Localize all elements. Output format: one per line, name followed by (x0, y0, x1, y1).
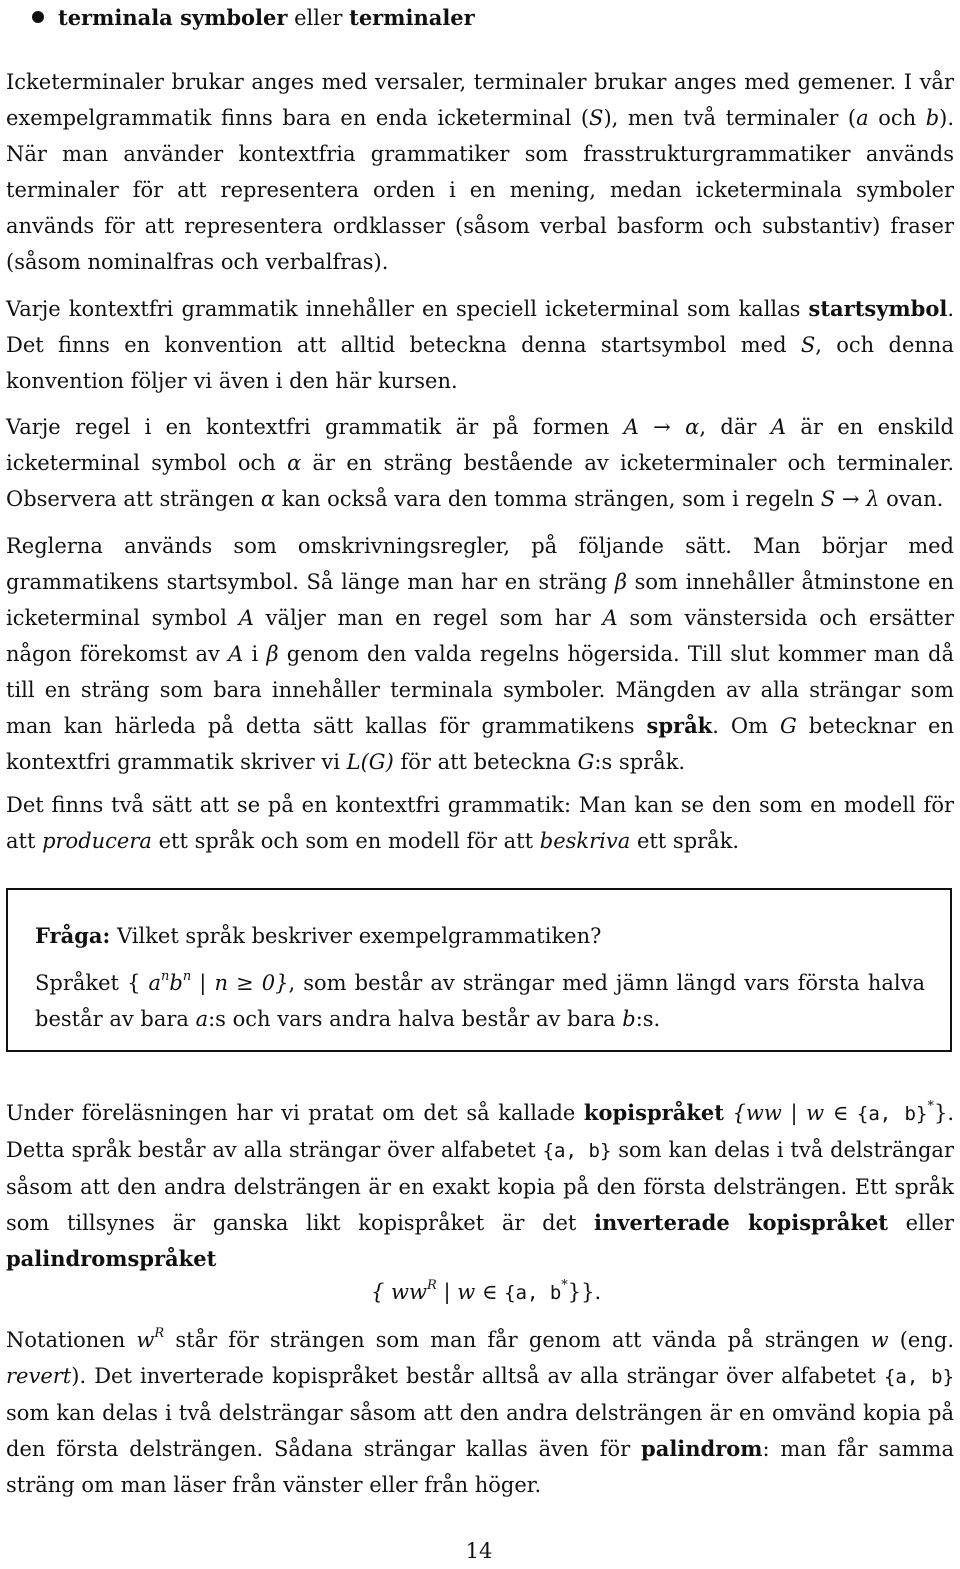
text: eller (287, 6, 350, 30)
math: β (614, 570, 627, 594)
text: . Detta språk består av alla strängar över alfabetet (6, 1101, 954, 1162)
math-superscript: n (182, 969, 192, 984)
math: w (136, 1328, 155, 1352)
emphasis: revert (6, 1364, 72, 1388)
math: A (238, 606, 254, 630)
bold-term: språk (646, 713, 713, 738)
text: ett språk. (630, 829, 740, 853)
math-alphabet: {a, b (504, 1282, 562, 1304)
text: . Det finns en konvention att alltid beteckna denna startsymbol med (6, 297, 954, 357)
math: a (195, 1007, 209, 1031)
math: b (622, 1007, 636, 1031)
text: i (243, 642, 267, 666)
math: { (127, 971, 149, 995)
text: eller (888, 1211, 955, 1235)
math: A (770, 415, 786, 439)
bold-term: palindrom (641, 1436, 763, 1461)
bullet-dot (32, 11, 44, 23)
question-text: Vilket språk beskriver exempelgrammatiken? (110, 924, 602, 948)
emphasis: beskriva (539, 829, 631, 853)
paragraph-terminals (6, 64, 954, 280)
text: Reglerna används som omskrivningsregler, på följande sätt. Man börjar med grammatikens startsymbol. Så länge man har en sträng (6, 534, 954, 594)
text: ovan. (879, 487, 944, 511)
math: { ww (371, 1280, 427, 1304)
bold-term: inverterade kopispråket (594, 1210, 889, 1235)
text: Icketerminaler brukar anges med versaler, terminaler brukar anges med gemener. I vår exempelgrammatik finns bara en enda icketerminal ( (6, 70, 954, 130)
text: som kan delas i två delsträngar såsom att den andra delsträngen är en omvänd kopia på den första delsträngen. Sådana strängar kallas även för (6, 1401, 954, 1461)
text: Notationen (6, 1328, 137, 1352)
math: α (287, 451, 302, 475)
text: (eng. (888, 1328, 954, 1352)
text: ett språk och som en modell för att (151, 829, 540, 853)
math: A → α (623, 415, 700, 439)
math: w (870, 1328, 889, 1352)
math: a (148, 971, 162, 995)
text: : man får samma sträng om man läser från vänster eller från höger. (6, 1437, 954, 1497)
math: G (780, 714, 797, 738)
math-superscript: * (561, 1278, 568, 1293)
math-alphabet: {a, b} (542, 1140, 612, 1162)
question-label: Fråga: (35, 923, 111, 948)
math: a (856, 106, 869, 130)
math: b (925, 106, 940, 130)
text: , som består av strängar med jämn längd vars första halva består av bara (35, 971, 925, 1031)
bold-term: kopispråket (583, 1100, 724, 1125)
math: S → λ (820, 487, 880, 511)
paragraph-palindrome (6, 1322, 954, 1503)
text: kan också vara den tomma strängen, som i regeln (275, 487, 821, 511)
math-superscript: n (161, 969, 170, 984)
math-superscript: R (154, 1326, 165, 1341)
text: Varje regel i en kontextfri grammatik är på formen (6, 415, 624, 439)
text: är en enskild icketerminal symbol och (6, 415, 954, 475)
text: står för strängen som man får genom att vända på strängen (164, 1328, 871, 1352)
text: :s språk. (594, 750, 686, 774)
math: S (589, 106, 604, 130)
math: {ww | w ∈ (723, 1101, 857, 1125)
emphasis: producera (42, 829, 152, 853)
text: , och denna konvention följer vi även i den här kursen. (6, 333, 954, 393)
bold-term: startsymbol (808, 296, 948, 321)
math-alphabet: {a, b} (856, 1103, 928, 1125)
text: är en sträng bestående av icketerminaler och terminaler. Observera att strängen (6, 451, 955, 511)
math: S (800, 333, 816, 357)
math: L(G) (346, 750, 394, 774)
text: Under föreläsningen har vi pratat om det så kallade (6, 1101, 584, 1125)
text: väljer man en regel som har (253, 606, 603, 630)
paragraph-startsymbol (6, 291, 954, 399)
math: β (266, 642, 279, 666)
question-box (6, 888, 952, 1052)
text: som vänstersida och ersätter någon förekomst av (6, 606, 955, 666)
math: | w ∈ (436, 1280, 505, 1304)
text: betecknar en kontextfri grammatik skriver vi (6, 714, 954, 774)
math-superscript: R (427, 1278, 437, 1293)
text: , där (699, 415, 771, 439)
paragraph-copy-language (6, 1095, 954, 1277)
math: | n ≥ 0} (191, 971, 289, 995)
math: } (933, 1101, 948, 1125)
answer (35, 965, 925, 1037)
text: :s och vars andra halva består av bara (208, 1007, 623, 1031)
paragraph-rewriting (6, 528, 954, 780)
text: :s. (635, 1007, 661, 1031)
bullet-item (32, 0, 932, 36)
paragraph-rules (6, 409, 954, 517)
math: α (260, 487, 276, 511)
bold-term: terminaler (349, 5, 475, 30)
question (35, 918, 601, 954)
text: som kan delas i två delsträngar såsom att den andra delsträngen är en exakt kopia på den första delsträngen. Ett språk som tillsynes är ganska likt kopispråket är det (6, 1138, 954, 1235)
math: G (577, 750, 595, 774)
text: ), men två terminaler ( (603, 106, 857, 130)
text: genom den valda regelns högersida. Till slut kommer man då till en sträng som bara innehåller terminala symboler. Mängden av alla strängar som man kan härleda på detta sätt kallas för grammatikens (6, 642, 954, 738)
text: Varje kontextfri grammatik innehåller en speciell icketerminal som kallas (6, 297, 809, 321)
bold-term: palindromspråket (6, 1246, 217, 1271)
text: . Om (712, 714, 780, 738)
text: ). Det inverterade kopispråket består alltså av alla strängar över alfabetet (71, 1364, 884, 1388)
text: ). När man använder kontextfria grammatiker som frasstrukturgrammatiker används terminaler för att representera orden i en mening, medan icketerminala symboler används för att representera ordklasser (såsom verbal basform och substantiv) fraser (såsom nominalfras och verbalfras). (6, 106, 955, 274)
text: Språket (35, 971, 128, 995)
math: A (602, 606, 618, 630)
display-formula (371, 1274, 601, 1311)
math: A (228, 642, 244, 666)
page-number: 14 (465, 1539, 493, 1563)
paragraph-two-views (6, 787, 954, 859)
math-superscript: * (927, 1099, 934, 1114)
text: som innehåller åtminstone en icketerminal symbol (6, 570, 954, 630)
math-alphabet: {a, b} (883, 1366, 955, 1388)
bold-term: terminala symboler (58, 5, 288, 30)
text: och (868, 106, 926, 130)
math: b (169, 971, 183, 995)
text: för att beteckna (393, 750, 578, 774)
text: Det finns två sätt att se på en kontextfri grammatik: Man kan se den som en modell för att (6, 793, 954, 853)
math: }}. (567, 1280, 602, 1304)
